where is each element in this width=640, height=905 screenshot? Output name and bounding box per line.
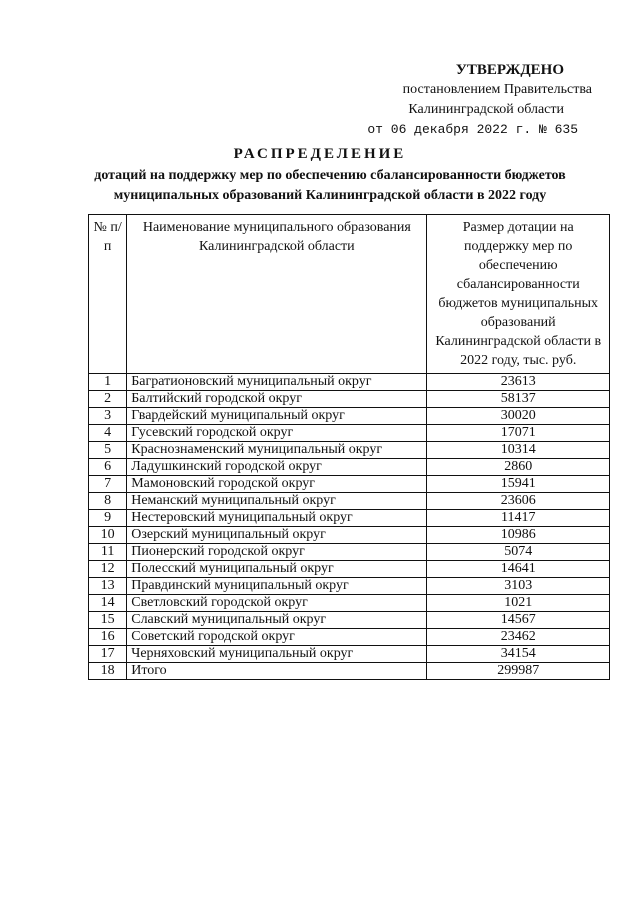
row-name: Советский городской округ <box>127 629 427 646</box>
row-num: 18 <box>89 663 127 680</box>
row-value: 10986 <box>427 527 610 544</box>
row-num: 8 <box>89 493 127 510</box>
header-name: Наименование муниципального образования Калининградской области <box>127 215 427 374</box>
row-name: Полесский муниципальный округ <box>127 561 427 578</box>
row-name: Итого <box>127 663 427 680</box>
row-name: Светловский городской округ <box>127 595 427 612</box>
table-row <box>89 646 610 663</box>
row-name: Балтийский городской округ <box>127 391 427 408</box>
table-header-row <box>89 215 610 374</box>
header-num: № п/п <box>89 215 127 374</box>
row-num: 3 <box>89 408 127 425</box>
document-title: РАСПРЕДЕЛЕНИЕ <box>233 146 407 162</box>
table-row <box>89 544 610 561</box>
row-value: 34154 <box>427 646 610 663</box>
row-value: 30020 <box>427 408 610 425</box>
row-value: 11417 <box>427 510 610 527</box>
row-num: 9 <box>89 510 127 527</box>
row-value: 2860 <box>427 459 610 476</box>
table-row <box>89 493 610 510</box>
row-num: 2 <box>89 391 127 408</box>
row-name: Гусевский городской округ <box>127 425 427 442</box>
row-value: 1021 <box>427 595 610 612</box>
row-value: 10314 <box>427 442 610 459</box>
row-num: 5 <box>89 442 127 459</box>
row-name: Озерский муниципальный округ <box>127 527 427 544</box>
row-num: 13 <box>89 578 127 595</box>
header-value: Размер дотации на поддержку мер по обеспечению сбалансированности бюджетов муниципальных образований Калининградской области в 2022 году, тыс. руб. <box>427 215 610 374</box>
distribution-table <box>88 214 610 680</box>
row-value: 23606 <box>427 493 610 510</box>
row-name: Черняховский муниципальный округ <box>127 646 427 663</box>
row-num: 15 <box>89 612 127 629</box>
table-row <box>89 476 610 493</box>
row-name: Неманский муниципальный округ <box>127 493 427 510</box>
table-row <box>89 578 610 595</box>
row-num: 16 <box>89 629 127 646</box>
row-name: Пионерский городской округ <box>127 544 427 561</box>
row-name: Правдинский муниципальный округ <box>127 578 427 595</box>
row-value: 14641 <box>427 561 610 578</box>
row-name: Гвардейский муниципальный округ <box>127 408 427 425</box>
row-num: 11 <box>89 544 127 561</box>
table-row <box>89 391 610 408</box>
table-row <box>89 595 610 612</box>
table-row <box>89 527 610 544</box>
row-num: 10 <box>89 527 127 544</box>
table-row <box>89 425 610 442</box>
row-name: Славский муниципальный округ <box>127 612 427 629</box>
table-row <box>89 561 610 578</box>
approval-heading: УТВЕРЖДЕНО <box>455 62 564 78</box>
table-row <box>89 459 610 476</box>
approval-line-region: Калининградской области <box>408 102 564 117</box>
table-row <box>89 442 610 459</box>
row-num: 7 <box>89 476 127 493</box>
row-value: 15941 <box>427 476 610 493</box>
row-name: Ладушкинский городской округ <box>127 459 427 476</box>
row-num: 14 <box>89 595 127 612</box>
row-value: 23613 <box>427 374 610 391</box>
row-name: Нестеровский муниципальный округ <box>127 510 427 527</box>
approval-line-date-number: от 06 декабря 2022 г. № 635 <box>367 122 578 137</box>
row-value: 17071 <box>427 425 610 442</box>
row-value: 299987 <box>427 663 610 680</box>
row-num: 4 <box>89 425 127 442</box>
table-row <box>89 408 610 425</box>
row-name: Краснознаменский муниципальный округ <box>127 442 427 459</box>
row-num: 6 <box>89 459 127 476</box>
row-name: Мамоновский городской округ <box>127 476 427 493</box>
row-name: Багратионовский муниципальный округ <box>127 374 427 391</box>
row-num: 17 <box>89 646 127 663</box>
table-row <box>89 510 610 527</box>
row-value: 58137 <box>427 391 610 408</box>
table-row <box>89 612 610 629</box>
row-value: 3103 <box>427 578 610 595</box>
approval-line-resolution: постановлением Правительства <box>402 82 592 97</box>
table-row <box>89 374 610 391</box>
approval-block <box>332 60 592 140</box>
document-subtitle: дотаций на поддержку мер по обеспечению сбалансированности бюджетов муниципальных образований Калининградской области в 2022 году <box>94 168 566 203</box>
row-value: 23462 <box>427 629 610 646</box>
row-value: 14567 <box>427 612 610 629</box>
row-num: 12 <box>89 561 127 578</box>
table-row <box>89 629 610 646</box>
row-value: 5074 <box>427 544 610 561</box>
row-num: 1 <box>89 374 127 391</box>
table-row <box>89 663 610 680</box>
